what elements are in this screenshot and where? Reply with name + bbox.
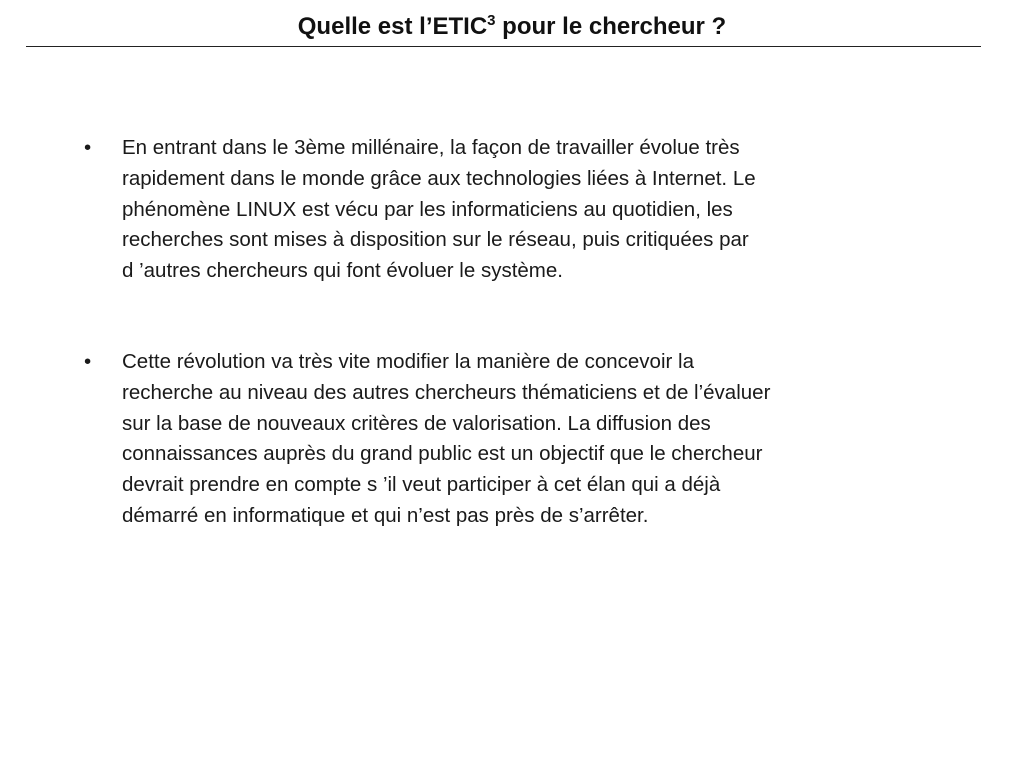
title-divider xyxy=(26,46,981,47)
slide-title-rest: pour le chercheur ? xyxy=(495,13,727,40)
bullet-text: Cette révolution va très vite modifier la manière de concevoir la recherche au niveau des autres chercheurs thématiciens et de l’évaluer sur la base de nouveaux critères de valorisation. La diffusion des connaissances auprès du grand public est un objectif que le chercheur devrait prendre en compte s ’il veut participer à cet élan qui a déjà démarré en informatique et qui n’est pas près de s’arrêter. xyxy=(122,349,771,527)
slide-title xyxy=(0,10,1024,44)
bullet-item-1 xyxy=(84,133,944,287)
bullet-marker: • xyxy=(84,349,92,373)
bullet-list xyxy=(84,133,944,592)
bullet-item-2 xyxy=(84,347,944,532)
slide-title-superscript: 3 xyxy=(487,12,496,29)
bullet-text: En entrant dans le 3ème millénaire, la façon de travailler évolue très rapidement dans le monde grâce aux technologies liées à Internet. Le phénomène LINUX est vécu par les informaticiens au quotidien, les recherches sont mises à disposition sur le réseau, puis critiquées par d ’autres chercheurs qui font évoluer le système. xyxy=(122,136,756,283)
slide-title-main: Quelle est l’ETIC xyxy=(297,13,488,40)
bullet-marker: • xyxy=(84,136,92,159)
